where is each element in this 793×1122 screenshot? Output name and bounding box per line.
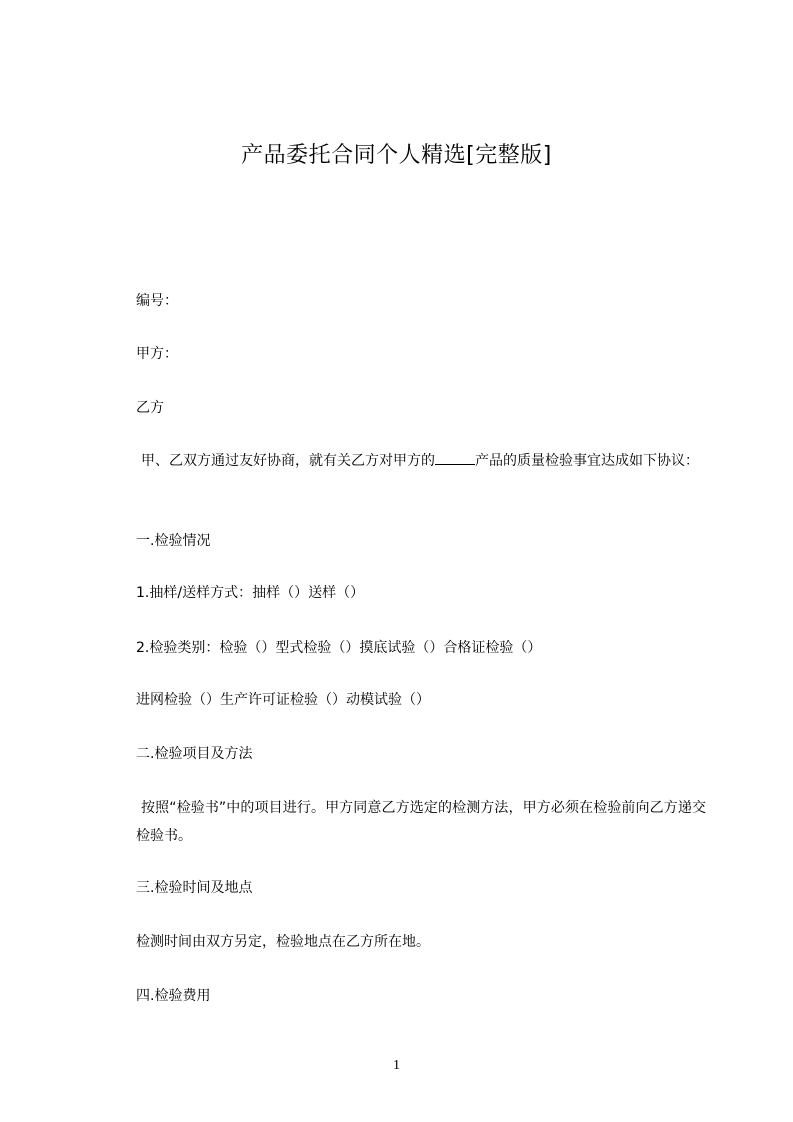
party-b-label: 乙方: [136, 400, 164, 416]
section-1-heading: 一.检验情况: [136, 533, 211, 549]
section-1-item-2: 2.检验类别：检验（）型式检验（）摸底试验（）合格证检验（）: [136, 640, 542, 656]
number-label: 编号：: [136, 293, 178, 309]
page-number: 1: [393, 1058, 400, 1073]
section-2-heading: 二.检验项目及方法: [136, 746, 253, 762]
section-1-item-3: 进网检验（）生产许可证检验（）动模试验（）: [136, 692, 430, 708]
intro-paragraph: [136, 447, 706, 475]
product-name-blank: [435, 450, 475, 465]
party-a-label: 甲方：: [136, 346, 178, 362]
intro-text-after-blank: 产品的质量检验事宜达成如下协议：: [475, 453, 699, 469]
section-3-heading: 三.检验时间及地点: [136, 880, 253, 896]
document-title: 产品委托合同个人精选[完整版]: [241, 143, 552, 168]
section-1-item-1: 1.抽样/送样方式：抽样（）送样（）: [136, 585, 365, 601]
section-3-body: 检测时间由双方另定，检验地点在乙方所在地。: [136, 934, 430, 950]
intro-text-before-blank: 甲、乙双方通过友好协商，就有关乙方对甲方的: [141, 453, 435, 469]
section-2-body: 按照“检验书”中的项目进行。甲方同意乙方选定的检测方法，甲方必须在检验前向乙方递交检验书。: [136, 800, 706, 844]
section-4-heading: 四.检验费用: [136, 988, 211, 1004]
